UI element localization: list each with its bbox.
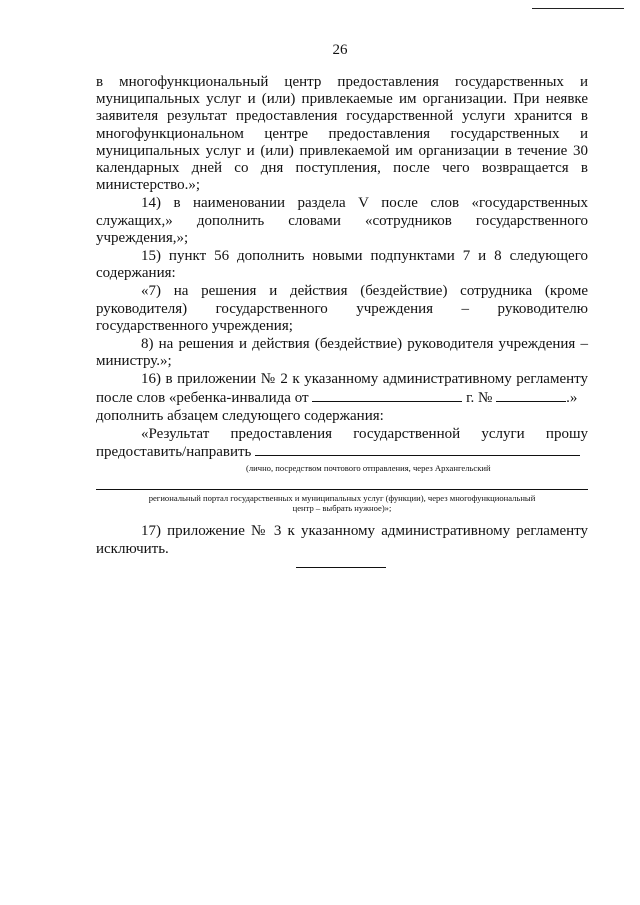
caption-line-1: (лично, посредством почтового отправления, через Архангельский	[246, 463, 491, 474]
paragraph-item-15: 15) пункт 56 дополнить новыми подпунктами 7 и 8 следующего содержания:	[96, 248, 588, 282]
paragraph-item-14: 14) в наименовании раздела V после слов «государственных служащих,» дополнить словами «сотрудников государственного учреждения,»;	[96, 195, 588, 246]
caption-line-2: региональный портал государственных и муниципальных услуг (функции), через многофункциональный	[148, 493, 536, 504]
item-16-text: 16) в приложении № 2 к указанному административному регламенту после слов «ребенка-инвалида от	[96, 371, 588, 406]
paragraph-subitem-7: «7) на решения и действия (бездействие) сотрудника (кроме руководителя) государственного учреждения – руководителю государственного учреждения;	[96, 283, 588, 334]
date-blank	[312, 389, 462, 402]
result-blank-line-2	[96, 489, 588, 490]
caption-line-3: центр – выбрать нужное)»;	[292, 503, 392, 514]
item-16-end: .»	[566, 389, 578, 406]
paragraph-item-16	[96, 371, 588, 406]
result-text: «Результат предоставления государственной услуги прошу предоставить/направить	[96, 426, 588, 461]
paragraph-result	[96, 426, 588, 461]
document-body	[96, 74, 588, 559]
number-blank	[496, 389, 566, 402]
paragraph-continuation: в многофункциональный центр предоставления государственных и муниципальных услуг и (или) привлекаемые им организации. При неявке заявителя результат предоставления государственной услуги хранится в многофункциональном центре предоставления государственных и муниципальных услуг и (или) привлекаемой им организации в течение 30 календарных дней со дня поступления, после чего возвращается в министерство.»;	[96, 74, 588, 194]
corner-rule	[532, 8, 624, 9]
end-rule	[296, 567, 386, 568]
paragraph-item-17: 17) приложение № 3 к указанному административному регламенту исключить.	[96, 523, 588, 557]
item-16-number-label: г. №	[466, 389, 493, 406]
result-blank	[255, 443, 580, 456]
paragraph-item-16-continuation: дополнить абзацем следующего содержания:	[96, 407, 384, 424]
page-number: 26	[332, 42, 348, 58]
paragraph-subitem-8: 8) на решения и действия (бездействие) руководителя учреждения – министру.»;	[96, 336, 588, 370]
